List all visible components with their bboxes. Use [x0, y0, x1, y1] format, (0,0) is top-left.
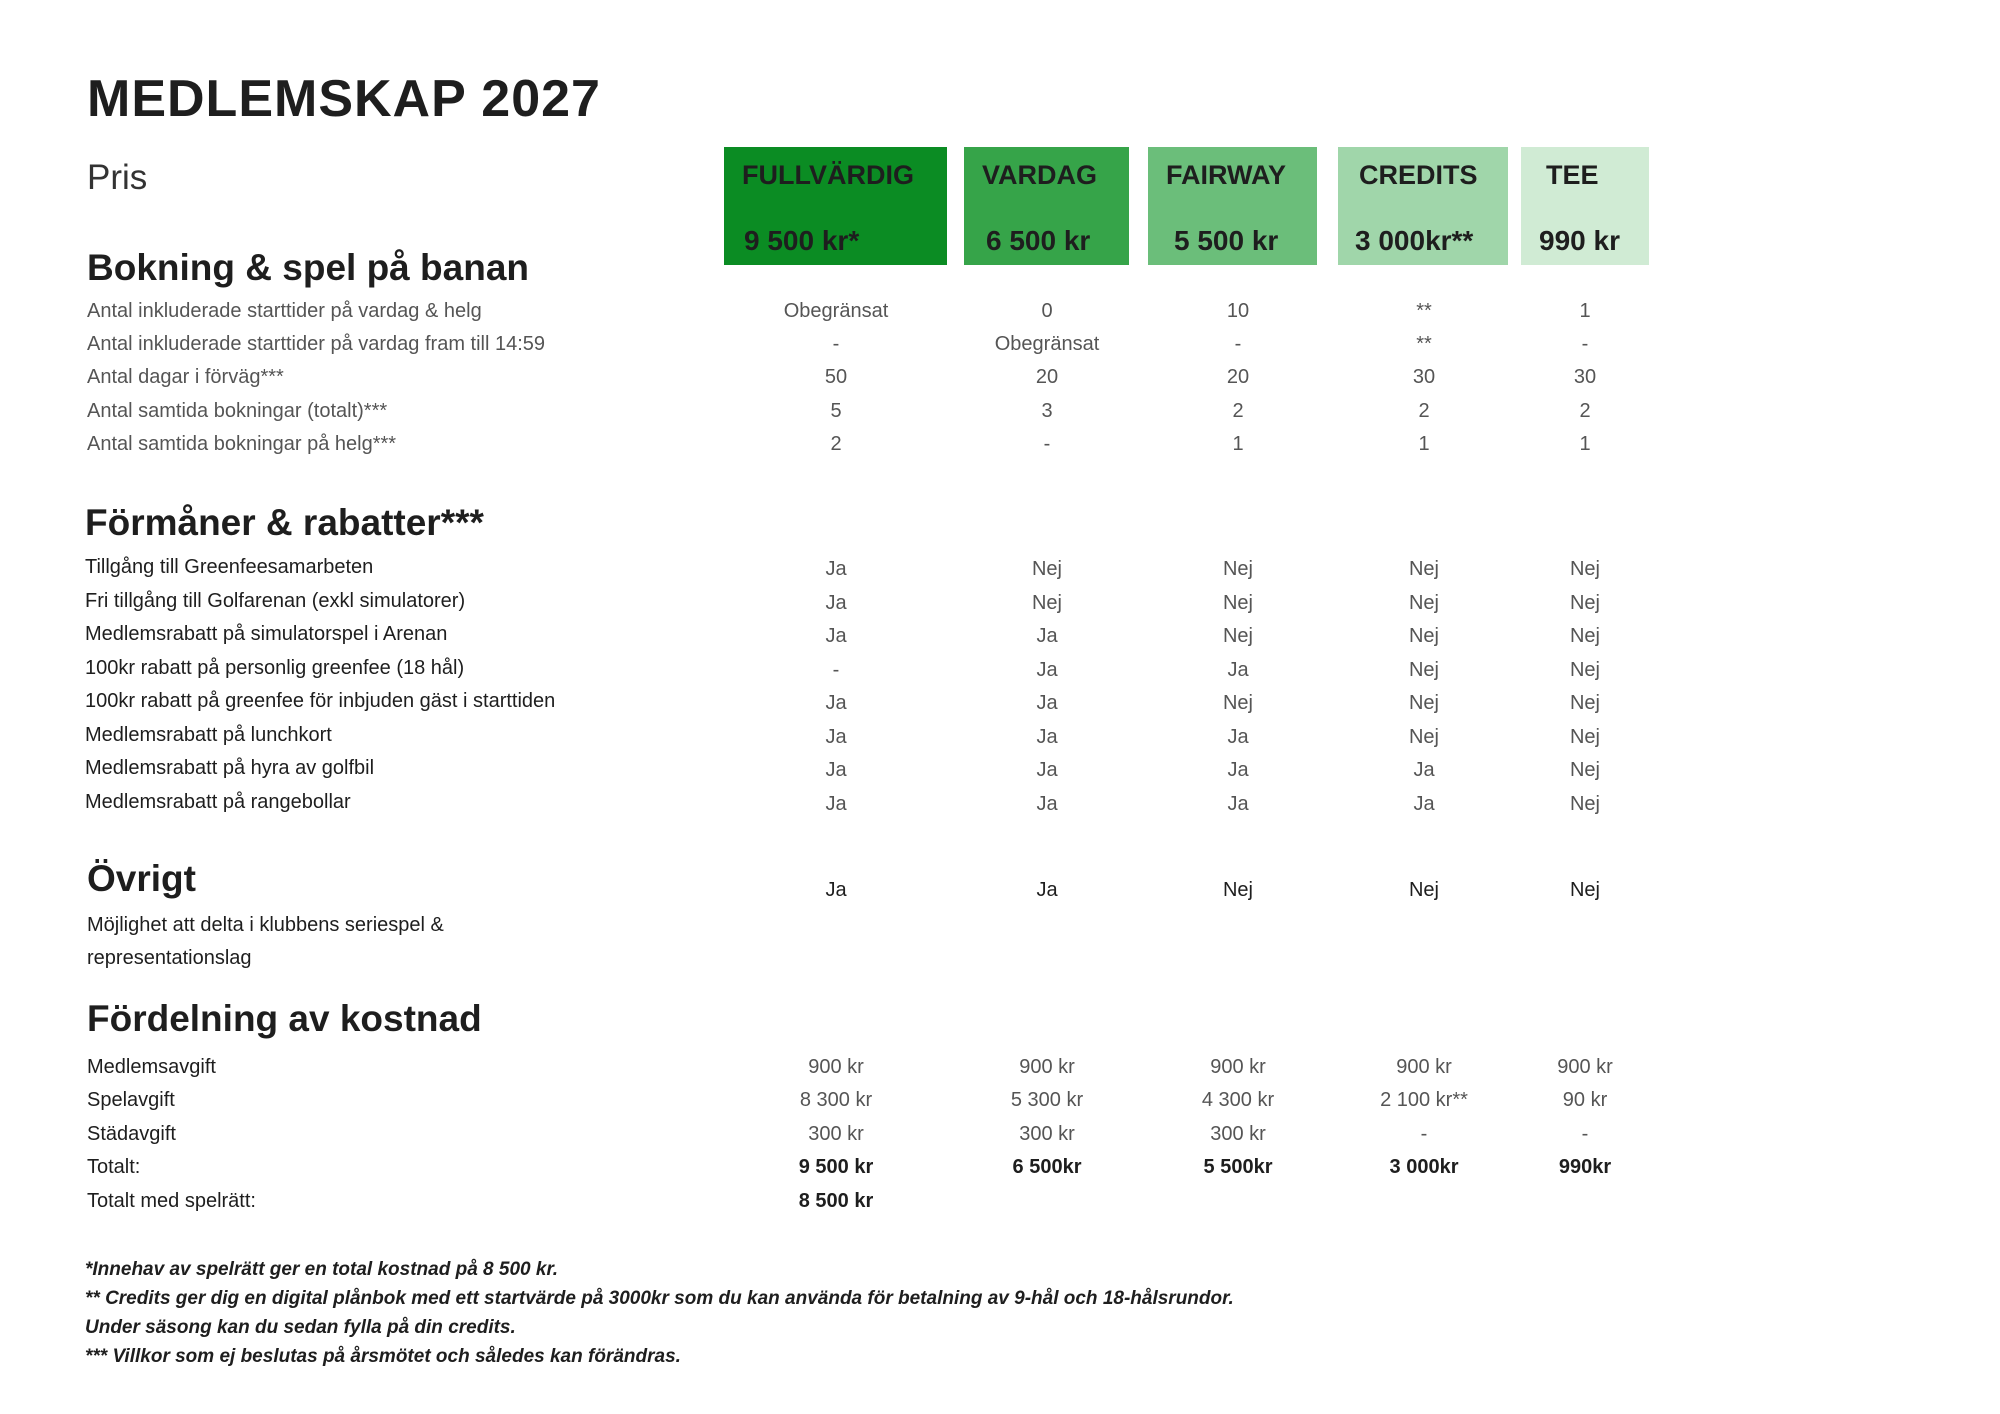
section-heading-benefits: Förmåner & rabatter***: [85, 502, 484, 543]
table-cell: Nej: [1408, 692, 1439, 714]
plan-price: 5 500 kr: [1174, 225, 1279, 256]
table-cell: Nej: [1408, 726, 1439, 748]
plan-price: 990 kr: [1539, 225, 1620, 256]
row-label: representationslag: [87, 947, 252, 969]
table-cell: 9 500 kr: [798, 1156, 874, 1178]
table-cell: 1: [1232, 433, 1244, 455]
row-label: 100kr rabatt på greenfee för inbjuden gäst i starttiden: [85, 690, 556, 712]
table-cell: Ja: [1036, 659, 1058, 681]
table-cell: Ja: [825, 726, 847, 748]
row-label: 100kr rabatt på personlig greenfee (18 hål): [85, 657, 465, 679]
table-cell: 5 500kr: [1203, 1156, 1273, 1178]
table-cell: Nej: [1569, 558, 1600, 580]
table-cell: 300 kr: [808, 1123, 864, 1145]
table-cell: **: [1416, 300, 1432, 322]
table-cell: -: [1420, 1123, 1428, 1145]
row-label: Möjlighet att delta i klubbens seriespel &: [87, 914, 444, 936]
table-cell: Ja: [1227, 793, 1249, 815]
table-cell: Ja: [825, 759, 847, 781]
row-label: Spelavgift: [87, 1089, 175, 1111]
table-cell: 5 300 kr: [1010, 1089, 1084, 1111]
table-cell: Ja: [825, 793, 847, 815]
footnote: *Innehav av spelrätt ger en total kostnad på 8 500 kr.: [85, 1259, 559, 1280]
row-label: Totalt med spelrätt:: [87, 1190, 256, 1212]
row-label: Antal inkluderade starttider på vardag fram till 14:59: [87, 333, 546, 355]
table-cell: Nej: [1408, 659, 1439, 681]
plan-name: VARDAG: [982, 160, 1098, 190]
table-cell: 50: [824, 366, 848, 388]
row-label: Tillgång till Greenfeesamarbeten: [85, 556, 374, 578]
table-cell: 1: [1579, 433, 1591, 455]
table-cell: Obegränsat: [783, 300, 889, 322]
table-cell: 6 500kr: [1012, 1156, 1082, 1178]
plan-name: TEE: [1546, 160, 1599, 190]
plan-price: 9 500 kr*: [744, 225, 860, 256]
plan-header-vardag: [964, 147, 1129, 265]
table-cell: 1: [1418, 433, 1430, 455]
table-cell: 10: [1226, 300, 1250, 322]
table-cell: Ja: [1036, 692, 1058, 714]
row-label: Medlemsrabatt på lunchkort: [85, 724, 332, 746]
table-cell: -: [1043, 433, 1051, 455]
table-cell: **: [1416, 333, 1432, 355]
table-cell: 2: [1232, 400, 1244, 422]
table-cell: Nej: [1222, 558, 1253, 580]
table-cell: 30: [1412, 366, 1436, 388]
footnote: *** Villkor som ej beslutas på årsmötet och således kan förändras.: [85, 1346, 681, 1367]
table-cell: Nej: [1408, 879, 1439, 901]
table-cell: Nej: [1569, 759, 1600, 781]
table-cell: Nej: [1569, 692, 1600, 714]
table-cell: Ja: [1036, 793, 1058, 815]
table-cell: Nej: [1031, 558, 1062, 580]
table-cell: -: [832, 659, 840, 681]
table-cell: -: [1581, 1123, 1589, 1145]
table-cell: Ja: [825, 879, 847, 901]
table-cell: 300 kr: [1019, 1123, 1075, 1145]
footnote: ** Credits ger dig en digital plånbok med ett startvärde på 3000kr som du kan använda för betalning av 9-hål och 18-hålsrundor.: [85, 1288, 1234, 1309]
table-cell: Nej: [1222, 879, 1253, 901]
table-cell: Nej: [1222, 625, 1253, 647]
table-cell: Ja: [1036, 625, 1058, 647]
page-title: MEDLEMSKAP 2027: [87, 70, 601, 128]
table-cell: 300 kr: [1210, 1123, 1266, 1145]
table-cell: 900 kr: [808, 1056, 864, 1078]
table-cell: Ja: [1227, 759, 1249, 781]
row-label: Antal inkluderade starttider på vardag & helg: [87, 300, 482, 322]
row-label: Städavgift: [87, 1123, 176, 1145]
table-cell: 3 000kr: [1389, 1156, 1459, 1178]
table-cell: 990kr: [1558, 1156, 1612, 1178]
table-cell: Nej: [1222, 692, 1253, 714]
row-label: Medlemsavgift: [87, 1056, 216, 1078]
table-cell: Ja: [1036, 879, 1058, 901]
plan-name: FAIRWAY: [1166, 160, 1287, 190]
plan-header-fairway: [1148, 147, 1317, 265]
price-label: Pris: [87, 158, 148, 197]
row-label: Antal samtida bokningar på helg***: [87, 433, 397, 455]
row-label: Totalt:: [87, 1156, 141, 1178]
table-cell: Nej: [1569, 592, 1600, 614]
table-cell: 900 kr: [1210, 1056, 1266, 1078]
section-heading-booking: Bokning & spel på banan: [87, 247, 529, 288]
row-label: Fri tillgång till Golfarenan (exkl simulatorer): [85, 590, 466, 612]
table-cell: 1: [1579, 300, 1591, 322]
table-cell: 30: [1573, 366, 1597, 388]
row-label: Medlemsrabatt på rangebollar: [85, 791, 351, 813]
table-cell: 2: [1418, 400, 1430, 422]
table-cell: 900 kr: [1396, 1056, 1452, 1078]
table-cell: Ja: [825, 692, 847, 714]
plan-price: 3 000kr**: [1355, 225, 1474, 256]
table-cell: Ja: [825, 558, 847, 580]
table-cell: Ja: [1036, 759, 1058, 781]
table-cell: 2: [830, 433, 842, 455]
plan-name: CREDITS: [1359, 160, 1478, 190]
table-cell: Nej: [1408, 592, 1439, 614]
table-cell: Nej: [1408, 558, 1439, 580]
table-cell: Nej: [1031, 592, 1062, 614]
table-cell: 900 kr: [1557, 1056, 1613, 1078]
table-cell: Ja: [1227, 726, 1249, 748]
row-label: Medlemsrabatt på simulatorspel i Arenan: [85, 623, 448, 645]
table-cell: Ja: [1036, 726, 1058, 748]
table-cell: Ja: [1227, 659, 1249, 681]
table-cell: 4 300 kr: [1201, 1089, 1275, 1111]
table-cell: 8 300 kr: [799, 1089, 873, 1111]
table-cell: Nej: [1569, 625, 1600, 647]
section-heading-other: Övrigt: [87, 858, 196, 899]
table-cell: Nej: [1569, 726, 1600, 748]
table-cell: Obegränsat: [994, 333, 1100, 355]
table-cell: Nej: [1222, 592, 1253, 614]
table-cell: -: [832, 333, 840, 355]
plan-header-tee: [1521, 147, 1649, 265]
row-label: Medlemsrabatt på hyra av golfbil: [85, 757, 375, 779]
table-cell: 2 100 kr**: [1380, 1089, 1468, 1111]
plan-header-fullvardig: [724, 147, 947, 265]
table-cell: 20: [1226, 366, 1250, 388]
table-cell: Nej: [1569, 879, 1600, 901]
table-cell: 5: [830, 400, 842, 422]
table-cell: Ja: [825, 592, 847, 614]
table-cell: Nej: [1408, 625, 1439, 647]
table-cell: -: [1581, 333, 1589, 355]
table-cell: Ja: [1413, 793, 1435, 815]
table-cell: 8 500 kr: [798, 1190, 874, 1212]
table-cell: Ja: [825, 625, 847, 647]
plan-name: FULLVÄRDIG: [742, 160, 914, 190]
table-cell: 3: [1041, 400, 1053, 422]
table-cell: -: [1234, 333, 1242, 355]
table-cell: 900 kr: [1019, 1056, 1075, 1078]
footnote: Under säsong kan du sedan fylla på din credits.: [85, 1317, 516, 1338]
table-cell: 20: [1035, 366, 1059, 388]
plan-header-credits: [1338, 147, 1508, 265]
plan-price: 6 500 kr: [986, 225, 1091, 256]
section-heading-cost: Fördelning av kostnad: [87, 998, 482, 1039]
table-cell: 90 kr: [1562, 1089, 1608, 1111]
table-cell: Ja: [1413, 759, 1435, 781]
table-cell: Nej: [1569, 793, 1600, 815]
table-cell: 0: [1041, 300, 1053, 322]
row-label: Antal dagar i förväg***: [87, 366, 284, 388]
row-label: Antal samtida bokningar (totalt)***: [87, 400, 388, 422]
table-cell: Nej: [1569, 659, 1600, 681]
table-cell: 2: [1579, 400, 1591, 422]
